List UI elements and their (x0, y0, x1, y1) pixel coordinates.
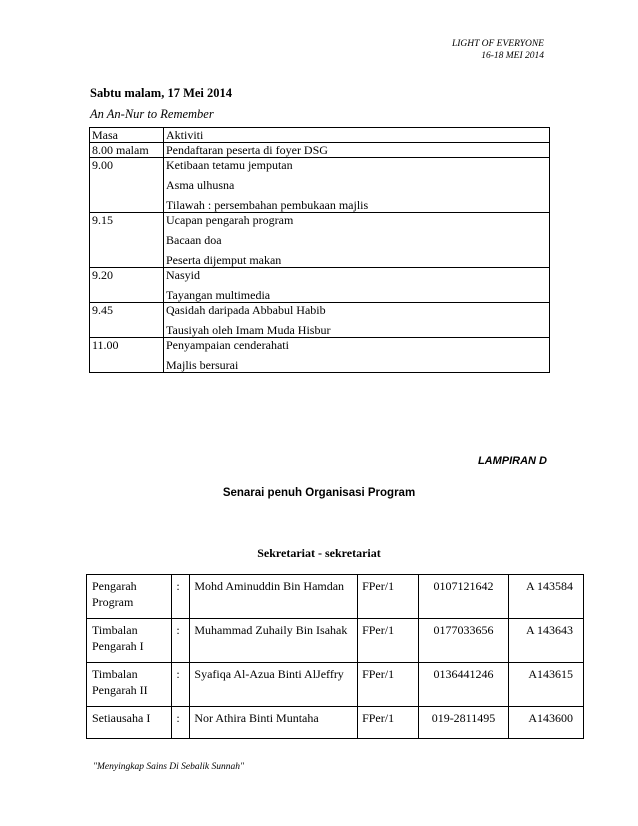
schedule-activities (164, 213, 550, 268)
table-row (87, 575, 584, 619)
schedule-row (90, 143, 550, 158)
table-row (87, 619, 584, 663)
activity-item: Peserta dijemput makan (166, 253, 282, 267)
phone-cell: 019-2811495 (419, 707, 508, 739)
schedule-date: Sabtu malam, 17 Mei 2014 (90, 86, 233, 100)
name-cell: Nor Athira Binti Muntaha (190, 707, 358, 739)
schedule-time: 9.00 (90, 158, 164, 213)
activity-item: Tilawah : persembahan pembukaan majlis (166, 198, 369, 212)
schedule-row (90, 303, 550, 338)
activity-item: Majlis bersurai (166, 358, 239, 372)
schedule-activities (164, 143, 550, 158)
schedule-time: 9.45 (90, 303, 164, 338)
separator-cell: : (172, 619, 190, 663)
header-event-dates: 16-18 MEI 2014 (481, 51, 544, 61)
table-row (87, 707, 584, 739)
separator-cell: : (172, 575, 190, 619)
schedule-activities (164, 268, 550, 303)
matric-cell: A 143643 (508, 619, 583, 663)
activity-item: Pendaftaran peserta di foyer DSG (166, 143, 328, 157)
activity-item: Asma ulhusna (166, 178, 235, 192)
role-cell: Setiausaha I (87, 707, 172, 739)
separator-cell: : (172, 663, 190, 707)
code-cell: FPer/1 (358, 575, 419, 619)
name-cell: Syafiqa Al-Azua Binti AlJeffry (190, 663, 358, 707)
footer-tagline: "Menyingkap Sains Di Sebalik Sunnah" (93, 762, 244, 772)
schedule-time: 9.20 (90, 268, 164, 303)
schedule-row (90, 268, 550, 303)
activity-item: Tausiyah oleh Imam Muda Hisbur (166, 323, 331, 337)
phone-cell: 0177033656 (419, 619, 508, 663)
activity-item: Bacaan doa (166, 233, 222, 247)
secretariat-table (86, 574, 584, 739)
activity-item: Qasidah daripada Abbabul Habib (166, 303, 326, 317)
schedule-time: 9.15 (90, 213, 164, 268)
schedule-table (89, 127, 550, 373)
schedule-activities (164, 303, 550, 338)
activity-item: Ucapan pengarah program (166, 213, 294, 227)
col-header-masa: Masa (90, 128, 164, 143)
schedule-row (90, 338, 550, 373)
schedule-activities (164, 158, 550, 213)
activity-item: Ketibaan tetamu jemputan (166, 158, 293, 172)
role-cell: Timbalan Pengarah II (87, 663, 172, 707)
schedule-activities (164, 338, 550, 373)
lampiran-label: LAMPIRAN D (477, 455, 547, 467)
matric-cell: A143615 (508, 663, 583, 707)
role-cell: Pengarah Program (87, 575, 172, 619)
name-cell: Mohd Aminuddin Bin Hamdan (190, 575, 358, 619)
schedule-time: 8.00 malam (90, 143, 164, 158)
code-cell: FPer/1 (358, 663, 419, 707)
schedule-subtitle: An An-Nur to Remember (90, 107, 214, 121)
secretariat-heading: Sekretariat - sekretariat (257, 546, 381, 560)
schedule-header-row (90, 128, 550, 143)
schedule-row (90, 213, 550, 268)
col-header-aktiviti: Aktiviti (164, 128, 550, 143)
schedule-time: 11.00 (90, 338, 164, 373)
matric-cell: A 143584 (508, 575, 583, 619)
code-cell: FPer/1 (358, 707, 419, 739)
table-row (87, 663, 584, 707)
phone-cell: 0107121642 (419, 575, 508, 619)
schedule-row (90, 158, 550, 213)
name-cell: Muhammad Zuhaily Bin Isahak (190, 619, 358, 663)
role-cell: Timbalan Pengarah I (87, 619, 172, 663)
activity-item: Tayangan multimedia (166, 288, 271, 302)
organisation-title: Senarai penuh Organisasi Program (222, 487, 416, 499)
matric-cell: A143600 (508, 707, 583, 739)
separator-cell: : (172, 707, 190, 739)
header-event-title: LIGHT OF EVERYONE (451, 39, 544, 49)
activity-item: Penyampaian cenderahati (166, 338, 289, 352)
code-cell: FPer/1 (358, 619, 419, 663)
phone-cell: 0136441246 (419, 663, 508, 707)
activity-item: Nasyid (166, 268, 200, 282)
